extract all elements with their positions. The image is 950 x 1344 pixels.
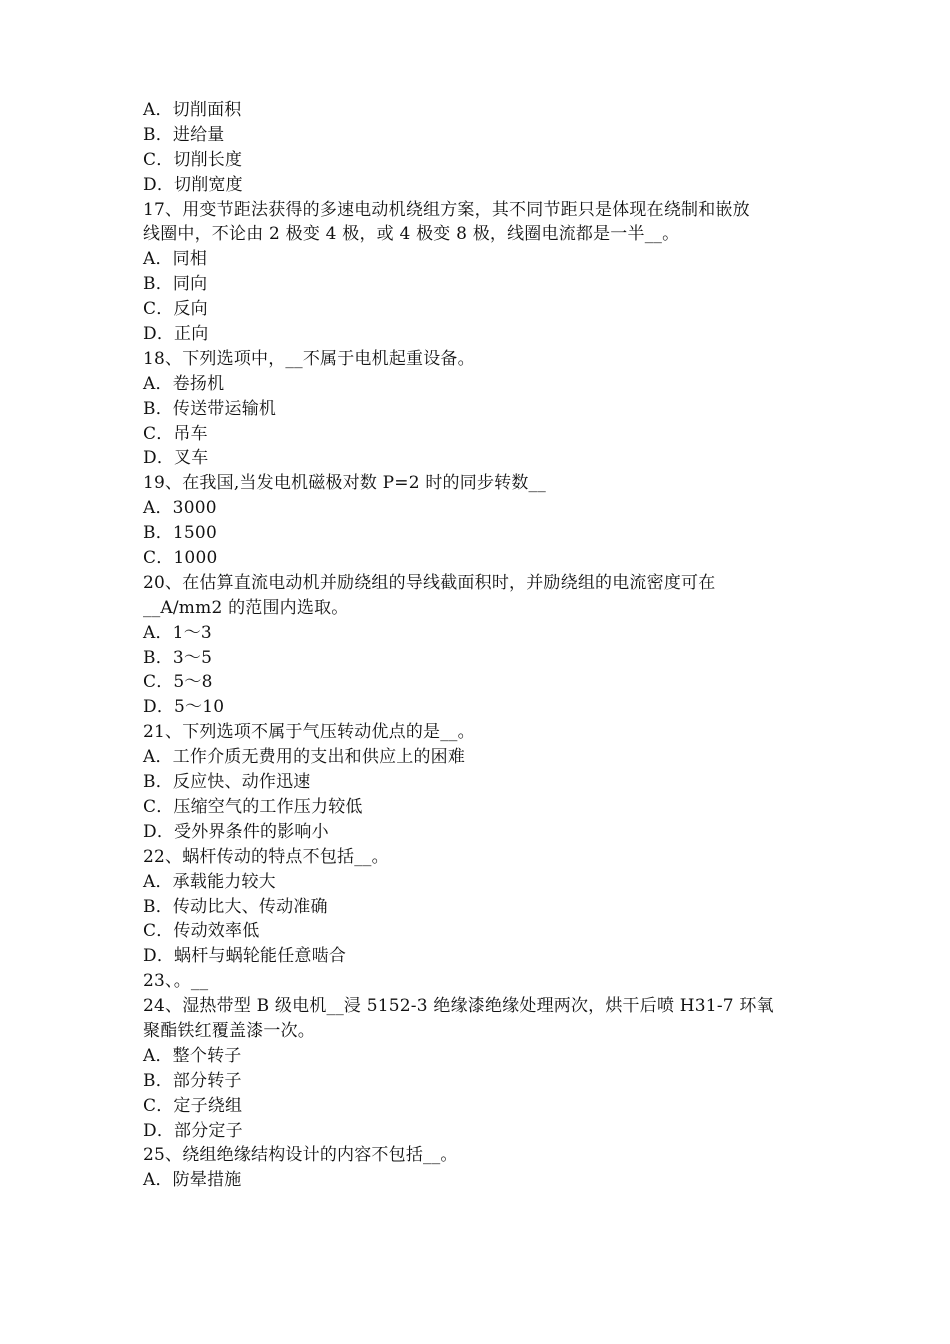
text-line: A．同相 — [143, 249, 208, 270]
text-line: 24、湿热带型 B 级电机__浸 5152-3 绝缘漆绝缘处理两次，烘干后喷 H31-7 环氧 — [143, 996, 774, 1017]
text-line: B．反应快、动作迅速 — [143, 772, 311, 793]
text-line: 19、在我国,当发电机磁极对数 P=2 时的同步转数__ — [143, 473, 546, 494]
text-line: B．同向 — [143, 274, 208, 295]
text-line: D．5～10 — [143, 697, 225, 718]
text-line: C．5～8 — [143, 672, 213, 693]
text-line: D．蜗杆与蜗轮能任意啮合 — [143, 946, 347, 967]
text-line: C．反向 — [143, 299, 208, 320]
text-line: 线圈中，不论由 2 极变 4 极，或 4 极变 8 极，线圈电流都是一半__。 — [143, 224, 680, 245]
text-line: D．部分定子 — [143, 1120, 243, 1141]
text-line: 20、在估算直流电动机并励绕组的导线截面积时，并励绕组的电流密度可在 — [143, 572, 716, 593]
document-page — [143, 98, 823, 1193]
text-line: __A/mm2 的范围内选取。 — [143, 597, 349, 618]
text-line: A．防晕措施 — [143, 1170, 242, 1191]
text-line: A．工作介质无费用的支出和供应上的困难 — [143, 747, 466, 768]
text-line: B．进给量 — [143, 124, 225, 145]
text-line: D．正向 — [143, 324, 209, 345]
text-line: 25、绕组绝缘结构设计的内容不包括__。 — [143, 1145, 458, 1166]
text-line: 17、用变节距法获得的多速电动机绕组方案，其不同节距只是体现在绕制和嵌放 — [143, 199, 750, 220]
text-line: C．1000 — [143, 548, 218, 569]
text-line: 23、。__ — [143, 971, 209, 992]
text-line: D．受外界条件的影响小 — [143, 821, 329, 842]
text-line: C．传动效率低 — [143, 921, 260, 942]
text-line: A．切削面积 — [143, 100, 242, 120]
text-line: B．1500 — [143, 523, 217, 544]
text-line: B．传送带运输机 — [143, 398, 277, 419]
text-line: A．1～3 — [143, 622, 212, 643]
text-line: 21、下列选项不属于气压转动优点的是__。 — [143, 722, 475, 743]
text-line: B．3～5 — [143, 647, 213, 668]
text-line: D．切削宽度 — [143, 174, 243, 195]
text-line: C．压缩空气的工作压力较低 — [143, 796, 363, 817]
text-line: 18、下列选项中，__不属于电机起重设备。 — [143, 348, 475, 369]
text-line: 聚酯铁红覆盖漆一次。 — [143, 1020, 315, 1041]
text-line: D．叉车 — [143, 448, 209, 469]
text-line: C．切削长度 — [143, 149, 243, 170]
text-line: A．承载能力较大 — [143, 871, 276, 892]
text-line: A．整个转子 — [143, 1045, 242, 1066]
text-line: A．卷扬机 — [143, 373, 225, 394]
text-line: B．部分转子 — [143, 1070, 242, 1091]
text-line: B．传动比大、传动准确 — [143, 896, 328, 917]
text-line: C．吊车 — [143, 423, 208, 444]
text-line: A．3000 — [143, 498, 217, 519]
text-line: 22、蜗杆传动的特点不包括__。 — [143, 846, 389, 867]
text-line: C．定子绕组 — [143, 1095, 243, 1116]
